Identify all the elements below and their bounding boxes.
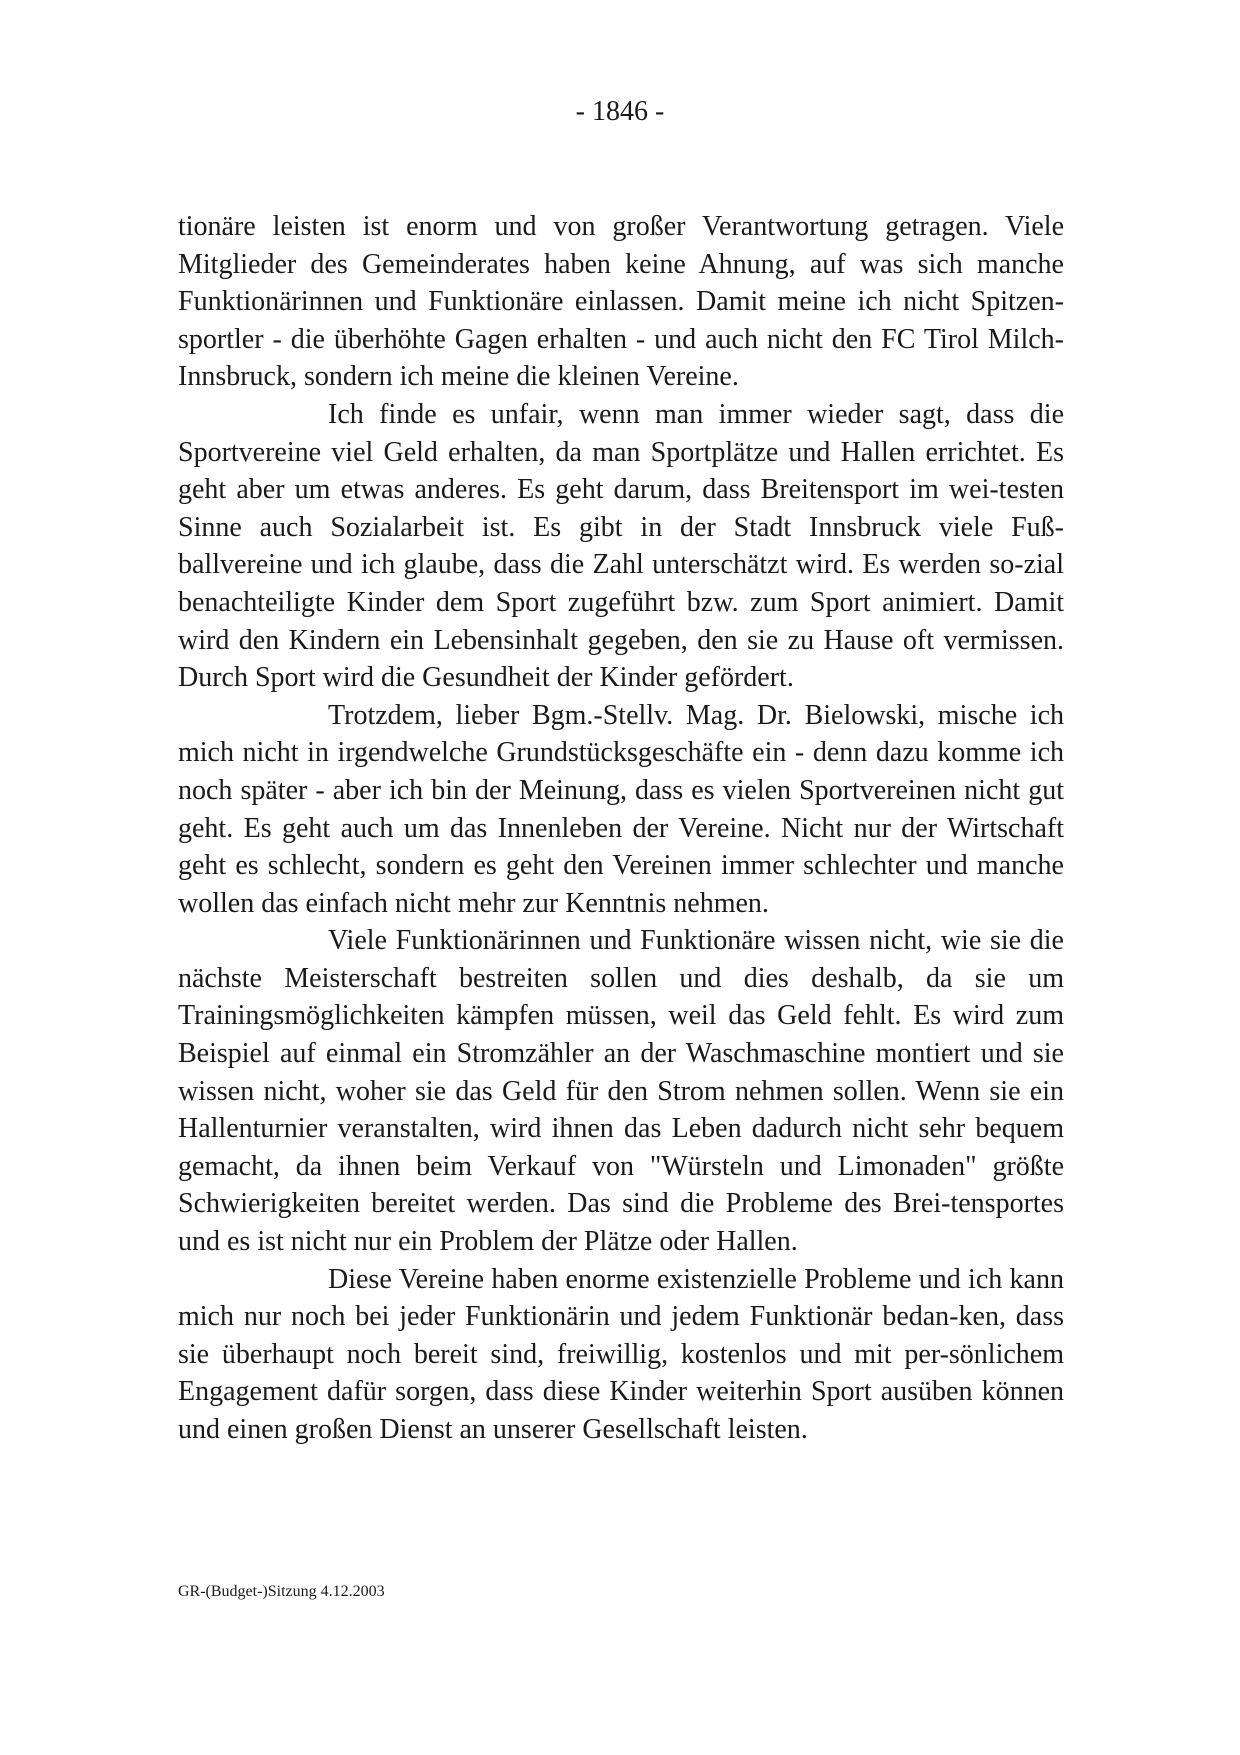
page-number: - 1846 - <box>575 96 665 127</box>
paragraph: Ich finde es unfair, wenn man immer wieder sagt, dass die Sportvereine viel Geld erhalten, da man Sportplätze und Hallen errichtet. Es geht aber um etwas anderes. Es geht darum, dass Breitensport im wei-testen Sinne auch Sozialarbeit ist. Es gibt in der Stadt Innsbruck viele Fuß-ballvereine und ich glaube, dass die Zahl unterschätzt wird. Es werden so-zial benachteiligte Kinder dem Sport zugeführt bzw. zum Sport animiert. Damit wird den Kindern ein Lebensinhalt gegeben, den sie zu Hause oft vermissen. Durch Sport wird die Gesundheit der Kinder gefördert. <box>178 398 1064 694</box>
footer-session: GR-(Budget-)Sitzung 4.12.2003 <box>178 1583 385 1600</box>
body-text <box>178 208 1064 1449</box>
paragraph: Viele Funktionärinnen und Funktionäre wissen nicht, wie sie die nächste Meisterschaft bestreiten sollen und dies deshalb, da sie um Trainingsmöglichkeiten kämpfen müssen, weil das Geld fehlt. Es wird zum Beispiel auf einmal ein Stromzähler an der Waschmaschine montiert und sie wissen nicht, woher sie das Geld für den Strom nehmen sollen. Wenn sie ein Hallenturnier veranstalten, wird ihnen das Leben dadurch nicht sehr bequem gemacht, da ihnen beim Verkauf von "Würsteln und Limonaden" größte Schwierigkeiten bereitet werden. Das sind die Probleme des Brei-tensportes und es ist nicht nur ein Problem der Plätze oder Hallen. <box>178 925 1064 1258</box>
paragraph: Trotzdem, lieber Bgm.-Stellv. Mag. Dr. Bielowski, mische ich mich nicht in irgendwelche Grundstücksgeschäfte ein - denn dazu komme ich noch später - aber ich bin der Meinung, dass es vielen Sportvereinen nicht gut geht. Es geht auch um das Innenleben der Vereine. Nicht nur der Wirtschaft geht es schlecht, sondern es geht den Vereinen immer schlechter und manche wollen das einfach nicht mehr zur Kenntnis nehmen. <box>178 699 1064 919</box>
paragraph: tionäre leisten ist enorm und von großer Verantwortung getragen. Viele Mitglieder des Gemeinderates haben keine Ahnung, auf was sich manche Funktionärinnen und Funktionäre einlassen. Damit meine ich nicht Spitzen-sportler - die überhöhte Gagen erhalten - und auch nicht den FC Tirol Milch-Innsbruck, sondern ich meine die kleinen Vereine. <box>178 211 1064 393</box>
paragraph: Diese Vereine haben enorme existenzielle Probleme und ich kann mich nur noch bei jeder Funktionärin und jedem Funktionär bedan-ken, dass sie überhaupt noch bereit sind, freiwillig, kostenlos und mit per-sönlichem Engagement dafür sorgen, dass diese Kinder weiterhin Sport ausüben können und einen großen Dienst an unserer Gesellschaft leisten. <box>178 1263 1064 1445</box>
